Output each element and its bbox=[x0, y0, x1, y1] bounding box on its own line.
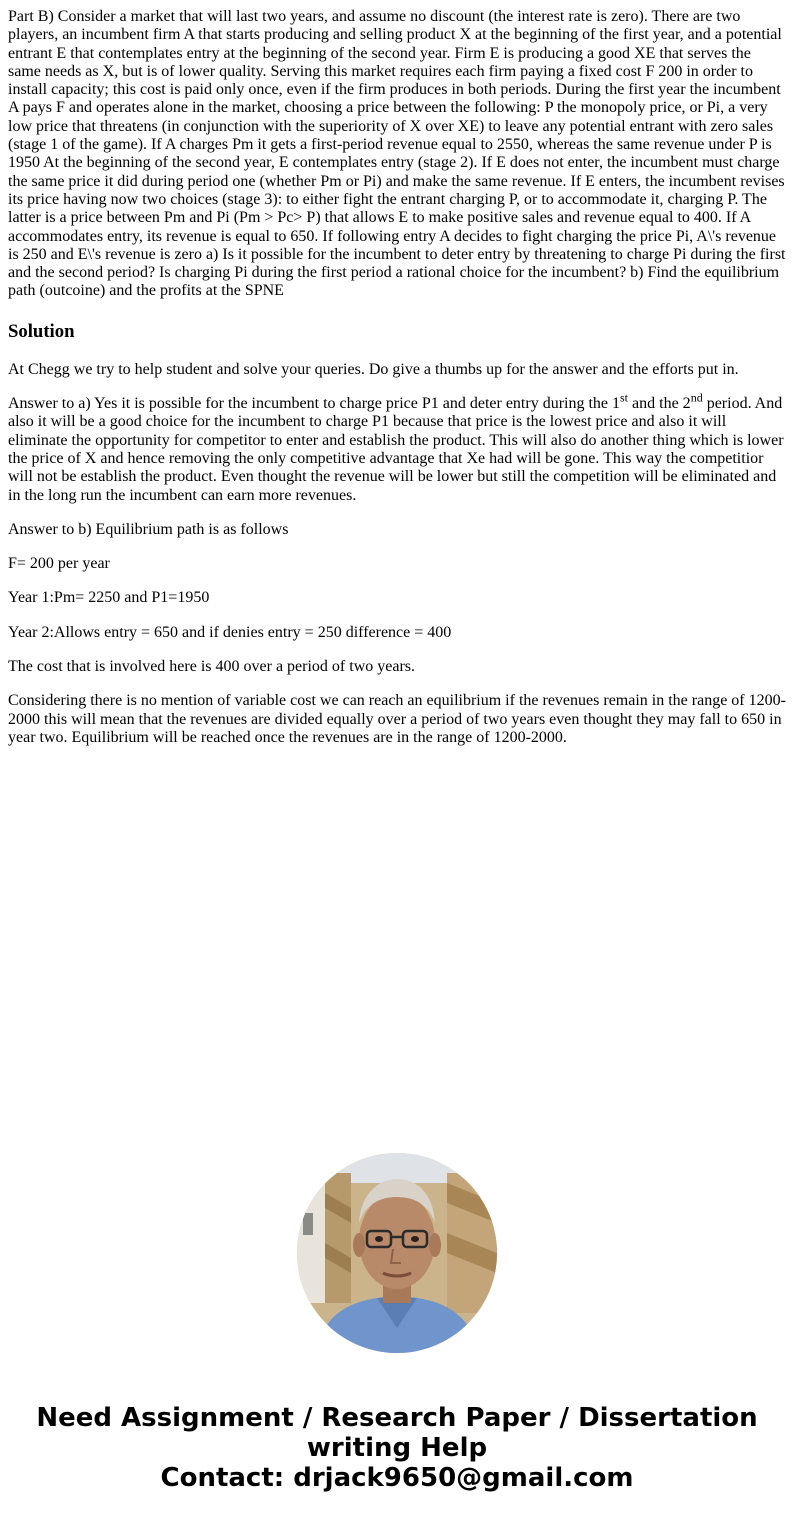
conclusion-paragraph: Considering there is no mention of variable cost we can reach an equilibrium if the revenues remain in the range of 1200-2000 this will mean that the revenues are divided equally over a period of two years even thought they may fall to 650 in year two. Equilibrium will be reached once the revenues are in the range of 1200-2000. bbox=[8, 692, 786, 746]
solution-heading: Solution bbox=[8, 320, 75, 342]
contact-footer bbox=[0, 1403, 794, 1493]
cost-line: The cost that is involved here is 400 over a period of two years. bbox=[8, 658, 415, 676]
question-text: Part B) Consider a market that will last two years, and assume no discount (the interest rate is zero). There are two players, an incumbent firm A that starts producing and selling product X at the beginning of the first year, and a potential entrant E that contemplates entry at the beginning of the second year. Firm E is producing a good XE that serves the same needs as X, but is of lower quality. Serving this market requires each firm paying a fixed cost F 200 in order to install capacity; this cost is paid only once, even if the firm produces in both periods. During the first year the incumbent A pays F and operates alone in the market, choosing a price between the following: P the monopoly price, or Pi, a very low price that threatens (in conjunction with the superiority of X over XE) to leave any potential entrant with zero sales (stage 1 of the game). If A charges Pm it gets a first-period revenue equal to 2550, whereas the same revenue under P is 1950 At the beginning of the second year, E contemplates entry (stage 2). If E does not enter, the incumbent must charge the same price it did during period one (whether Pm or Pi) and make the same revenue. If E enters, the incumbent revises its price having now two choices (stage 3): to either fight the entrant charging P, or to accommodate it, charging P. The latter is a price between Pm and Pi (Pm > Pc> P) that allows E to make positive sales and revenue equal to 400. If A accommodates entry, its revenue is equal to 650. If following entry A decides to fight charging the price Pi, A\'s revenue is 250 and E\'s revenue is zero a) Is it possible for the incumbent to deter entry by threatening to charge Pi during the first and the second period? Is charging Pi during the first period a rational choice for the incumbent? b) Find the equilibrium path (outcoine) and the profits at the SPNE bbox=[8, 8, 786, 300]
superscript-nd: nd bbox=[690, 390, 703, 405]
answer-a-paragraph bbox=[8, 390, 786, 505]
answer-a-text-2: and the 2 bbox=[628, 395, 691, 413]
footer-line-1: Need Assignment / Research Paper / Dissertation bbox=[36, 1403, 758, 1433]
footer-line-2: writing Help bbox=[306, 1433, 488, 1463]
document-body bbox=[8, 8, 786, 763]
answer-b-intro: Answer to b) Equilibrium path is as follows bbox=[8, 520, 289, 538]
answer-a-text-3: period. And also it will be a good choice for the incumbent to charge P1 because that price is the lowest price and also it will eliminate the opportunity for competitor to enter and establish the product. This will also do another thing which is lower the price of X and hence removing the only competitive advantage that Xe had will be gone. This way the competitior will not be establish the product. Even thought the revenue will be lower but still the competition will be eliminated and in the long run the incumbent can earn more revenues. bbox=[8, 395, 784, 504]
tutor-photo bbox=[297, 1153, 497, 1353]
year-1-line: Year 1:Pm= 2250 and P1=1950 bbox=[8, 589, 210, 607]
year-2-line: Year 2:Allows entry = 650 and if denies entry = 250 difference = 400 bbox=[8, 623, 452, 641]
fixed-cost-line: F= 200 per year bbox=[8, 555, 110, 573]
superscript-st: st bbox=[620, 390, 629, 405]
tutor-portrait-image bbox=[297, 1153, 497, 1353]
intro-paragraph: At Chegg we try to help student and solve your queries. Do give a thumbs up for the answer and the efforts put in. bbox=[8, 360, 739, 378]
answer-a-text-1: Answer to a) Yes it is possible for the incumbent to charge price P1 and deter entry during the 1 bbox=[8, 395, 621, 413]
footer-contact-line: Contact: drjack9650@gmail.com bbox=[160, 1463, 634, 1493]
